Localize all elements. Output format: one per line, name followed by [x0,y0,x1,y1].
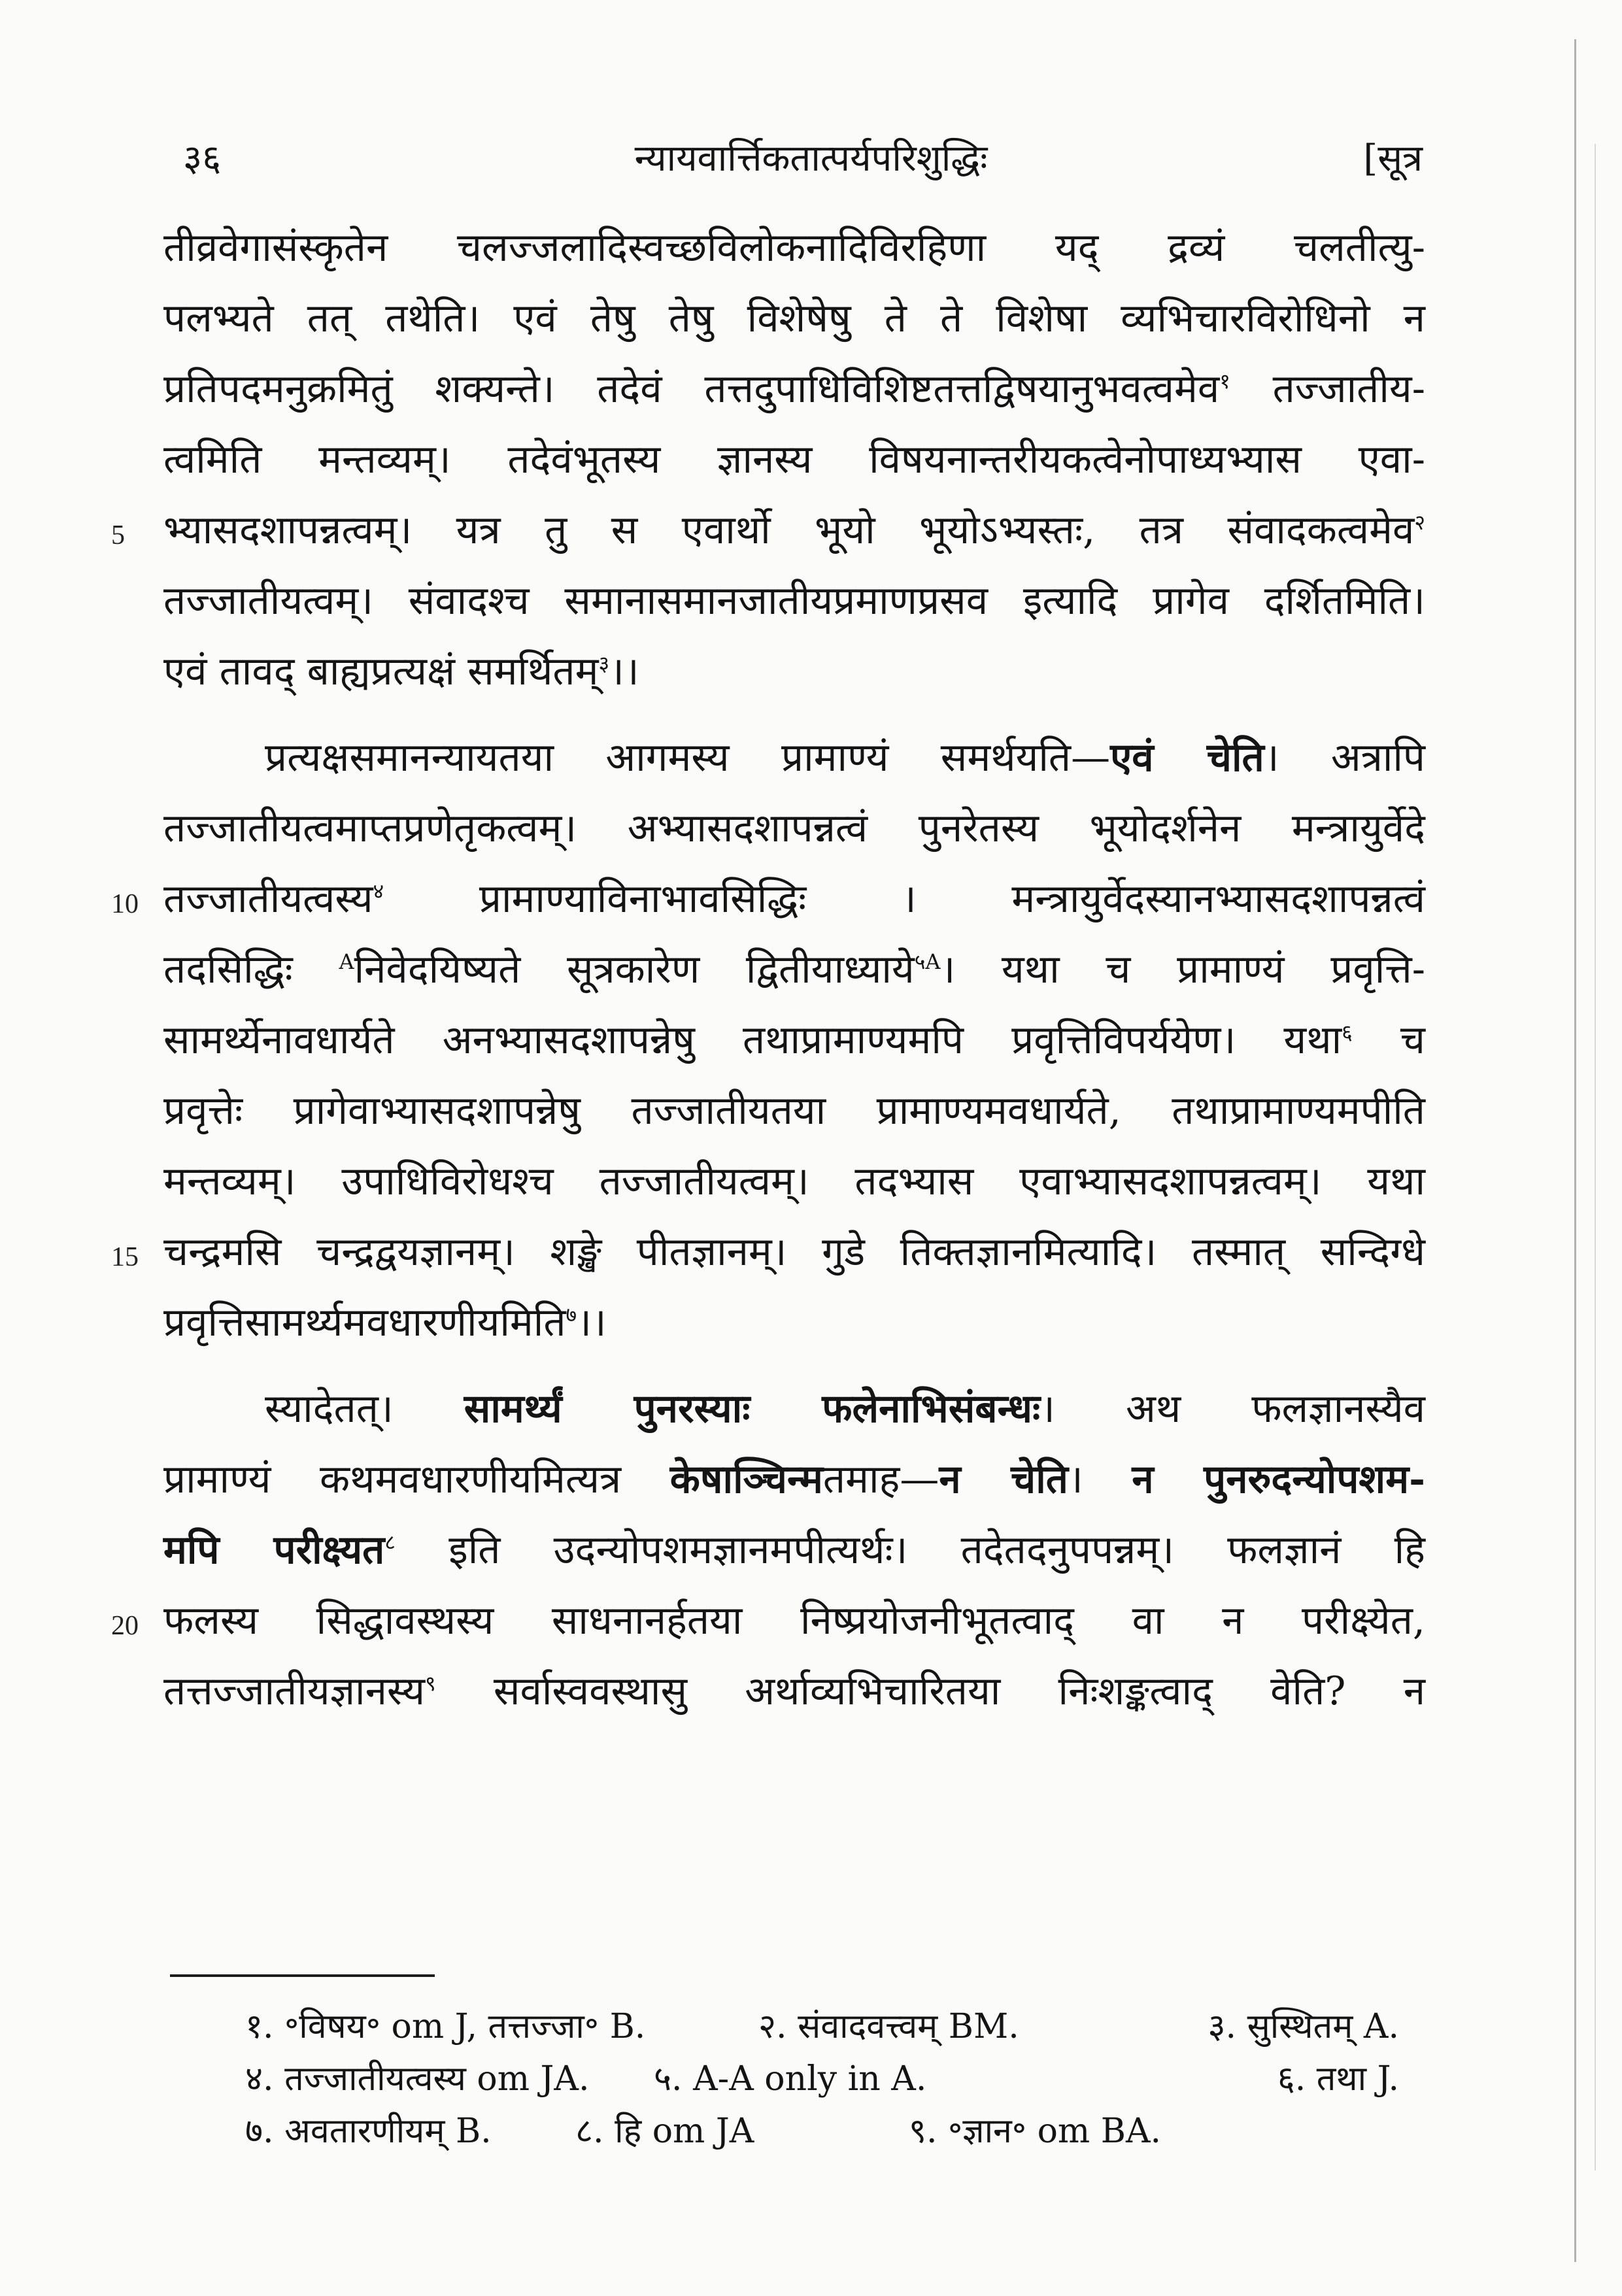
text-line [163,1656,1425,1727]
footnote-row [170,2001,1399,2053]
text-line [163,1374,1425,1444]
footnote: ५. A-A only in A. [654,2059,927,2099]
text-line [163,1005,1425,1075]
bold-phrase: केषाञ्चिन्म [669,1457,823,1502]
footnote-marker: ८ [384,1530,396,1555]
text-line [163,283,1425,354]
footnote-marker: ३ [598,651,610,676]
text-line [163,1444,1425,1515]
text-line [163,424,1425,495]
line-text: प्रत्यक्षसमानन्यायतया आगमस्य प्रामाण्यं समर्थयति— [265,735,1111,781]
body-text [111,212,1426,1727]
line-text: इति उदन्योपशमज्ञानमपीत्यर्थः। तदेतदनुपपन्नम्। फलज्ञानं हि [396,1527,1426,1573]
text-line [163,722,1425,793]
line-text: प्रामाण्याविनाभावसिद्धिः । मन्त्रायुर्वेदस्यानभ्यासदशापन्नत्वं [384,876,1425,922]
text-line [163,212,1425,283]
line-text: तीव्रवेगासंस्कृतेन चलज्जलादिस्वच्छविलोकनादिविरहिणा यद् द्रव्यं चलतीत्यु- [163,225,1425,271]
text-line [163,1287,1425,1358]
line-text: सामर्थ्येनावधार्यते अनभ्यासदशापन्नेषु तथाप्रामाण्यमपि प्रवृत्तिविपर्ययेण। यथा [163,1017,1342,1063]
line-number: 10 [111,889,139,919]
text-line [163,1146,1425,1217]
footnote-marker: ७ [566,1302,577,1327]
footnote: ९. ॰ज्ञान॰ om BA. [909,2112,1162,2151]
line-text: मन्तव्यम्। उपाधिविरोधश्च तज्जातीयत्वम्। तदभ्यास एवाभ्यासदशापन्नत्वम्। यथा [163,1158,1425,1204]
footnote-marker: ९ [425,1671,436,1696]
line-text: प्रवृत्तेः प्रागेवाभ्यासदशापन्नेषु तज्जातीयतया प्रामाण्यमवधार्यते, तथाप्रामाण्यमपीति [163,1088,1425,1134]
line-text: प्रवृत्तिसामर्थ्यमवधारणीयमिति [163,1300,566,1345]
text-line [111,1217,1425,1287]
footnote-row [170,2053,1399,2105]
footnote: ८. हि om JA [575,2112,754,2151]
bold-phrase: सामर्थ्यं पुनरस्याः फलेनाभिसंबन्धः [464,1386,1041,1432]
line-text: । यथा च प्रामाण्यं प्रवृत्ति- [940,947,1425,992]
line-text: फलस्य सिद्धावस्थस्य साधनानर्हतया निष्प्रयोजनीभूतत्वाद् वा न परीक्ष्येत, [163,1598,1425,1644]
page-header [0,116,1622,182]
scan-edge-line [1574,39,1576,2262]
text-line [111,1585,1425,1656]
text-line [163,934,1425,1005]
text-line [163,1075,1425,1146]
line-number: 15 [111,1242,139,1272]
line-text: ।। [609,649,639,694]
line-text: भ्यासदशापन्नत्वम्। यत्र तु स एवार्थो भूयो भूयोऽभ्यस्तः, तत्र संवादकत्वमेव [163,507,1415,553]
line-text: तज्जातीयत्वस्य [163,876,373,922]
text-line [163,636,1425,707]
text-line [111,864,1425,934]
bold-phrase: एवं चेति [1110,735,1264,781]
line-text: तज्जातीयत्वम्। संवादश्च समानासमानजातीयप्रमाणप्रसव इत्यादि प्रागेव दर्शितमिति। [163,578,1425,624]
line-text: स्यादेतत्। [265,1386,464,1432]
line-number: 20 [111,1611,139,1641]
footnote-marker: ४ [373,879,384,903]
line-text: सर्वास्ववस्थासु अर्थाव्यभिचारितया निःशङ्कत्वाद् वेति? न [435,1668,1425,1714]
line-text: । अत्रापि [1264,735,1425,781]
paragraph-gap [163,1358,1425,1374]
text-line [163,354,1425,424]
line-text: एवं तावद् बाह्यप्रत्यक्षं समर्थितम् [163,649,599,694]
page-number: ३६ [183,137,222,180]
bold-phrase: मपि परीक्ष्यत [163,1527,385,1573]
line-text: निवेदयिष्यते सूत्रकारेण द्वितीयाध्याये [354,947,915,992]
footnote: ६. तथा J. [1277,2059,1399,2099]
footnote-marker: ६ [1342,1020,1353,1045]
footnote: ३. सुस्थितम् A. [1208,2007,1399,2046]
line-text: तदसिद्धिः [163,947,339,992]
footnote-rule [170,1974,435,1977]
line-text: । [1068,1457,1132,1502]
line-text: चन्द्रमसि चन्द्रद्वयज्ञानम्। शङ्खे पीतज्ञानम्। गुडे तिक्तज्ञानमित्यादि। तस्मात् सन्दिग्धे [163,1229,1425,1275]
line-text: पलभ्यते तत् तथेति। एवं तेषु तेषु विशेषेषु ते ते विशेषा व्यभिचारविरोधिनो न [163,295,1425,341]
line-text: प्रतिपदमनुक्रमितुं शक्यन्ते। तदेवं तत्तदुपाधिविशिष्टतत्तद्विषयानुभवत्वमेव [163,366,1220,412]
footnote-marker: २ [1414,510,1425,535]
line-text: तमाह— [822,1457,939,1502]
line-text: ।। [577,1300,607,1345]
footnote-marker: ५A [914,949,941,974]
line-number: 5 [111,520,125,550]
paragraph-gap [163,707,1425,722]
footnote: ७. अवतारणीयम् B. [245,2112,492,2151]
line-text: च [1352,1017,1425,1063]
line-text: तत्तज्जातीयज्ञानस्य [163,1668,426,1714]
footnote: १. ॰विषय॰ om J, तत्तज्जा॰ B. [245,2007,646,2046]
footnote: २. संवादवत्त्वम् BM. [758,2007,1019,2046]
text-line [111,495,1425,566]
footnotes [170,2001,1399,2157]
footnote-row [170,2105,1399,2157]
scan-edge-line [1595,144,1596,2170]
text-line [163,566,1425,636]
line-text: । अथ फलज्ञानस्यैव [1040,1386,1425,1432]
running-title: न्यायवार्त्तिकतात्पर्यपरिशुद्धिः [634,137,988,180]
footnote-marker: १ [1219,369,1230,394]
line-text: त्वमिति मन्तव्यम्। तदेवंभूतस्य ज्ञानस्य विषयनान्तरीयकत्वेनोपाध्यभ्यास एवा- [163,437,1425,482]
line-text: तज्जातीय- [1230,366,1425,412]
footnote-marker: A [339,949,354,974]
section-mark: [सूत्र [1363,137,1423,180]
footnote: ४. तज्जातीयत्वस्य om JA. [245,2059,590,2099]
bold-phrase: न पुनरुदन्योपशम- [1132,1457,1425,1502]
bold-phrase: न चेति [939,1457,1069,1502]
text-line [163,1515,1425,1585]
text-line [163,793,1425,864]
line-text: प्रामाण्यं कथमवधारणीयमित्यत्र [163,1457,670,1502]
line-text: तज्जातीयत्वमाप्तप्रणेतृकत्वम्। अभ्यासदशापन्नत्वं पुनरेतस्य भूयोदर्शनेन मन्त्रायुर्वेदे [163,805,1425,851]
